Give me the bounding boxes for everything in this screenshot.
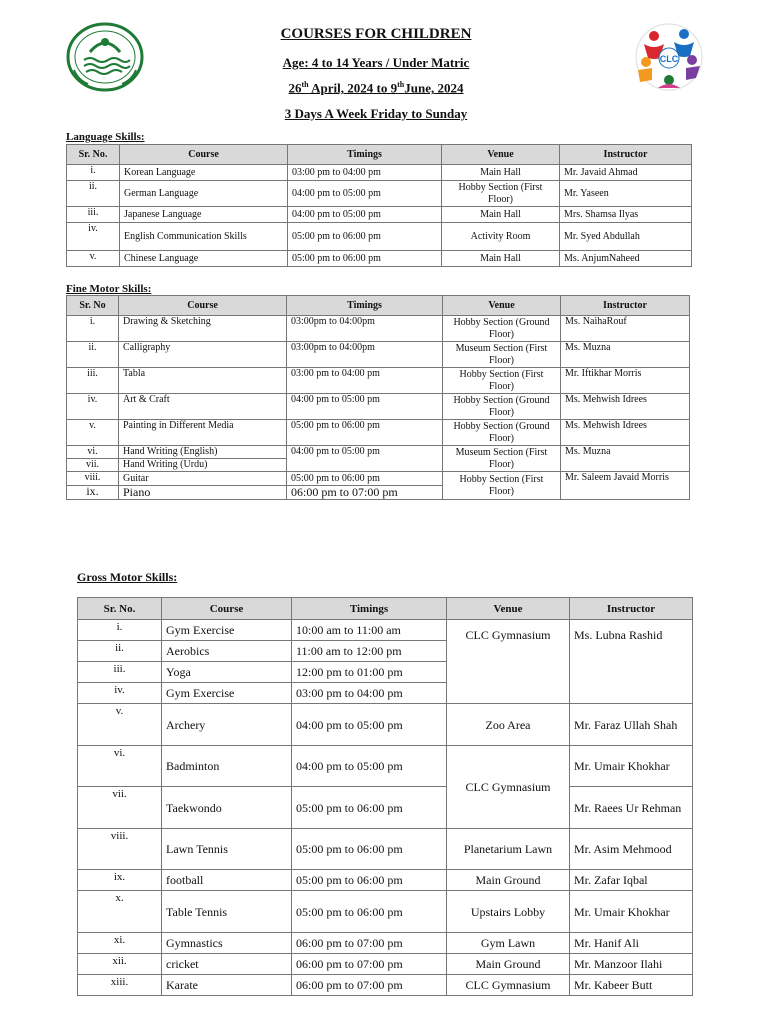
table-row [67, 342, 690, 368]
sr-no: vi. [78, 746, 162, 787]
fine-motor-skills-table [66, 295, 690, 500]
timing-cell: 06:00 pm to 07:00 pm [287, 486, 443, 500]
venue-cell: Main Hall [442, 207, 560, 223]
venue-cell: Main Ground [447, 954, 570, 975]
timing-cell: 05:00 pm to 06:00 pm [288, 251, 442, 267]
timing-cell: 05:00 pm to 06:00 pm [292, 829, 447, 870]
course-cell: Tabla [119, 368, 287, 394]
course-cell: Gym Exercise [162, 683, 292, 704]
table-row [67, 165, 692, 181]
timing-cell: 03:00pm to 04:00pm [287, 342, 443, 368]
col-venue: Venue [442, 145, 560, 165]
sr-no: ix. [78, 870, 162, 891]
instructor-cell: Mr. Kabeer Butt [570, 975, 693, 996]
table-row [67, 368, 690, 394]
course-cell: Chinese Language [120, 251, 288, 267]
venue-cell: Hobby Section (Ground Floor) [443, 420, 561, 446]
col-venue: Venue [443, 296, 561, 316]
sr-no: xii. [78, 954, 162, 975]
table-header-row [67, 296, 690, 316]
venue-cell: Main Hall [442, 165, 560, 181]
schedule-line: 3 Days A Week Friday to Sunday [284, 106, 468, 121]
venue-cell: Hobby Section (First Floor) [442, 181, 560, 207]
course-cell: Guitar [119, 472, 287, 486]
instructor-cell: Mr. Javaid Ahmad [560, 165, 692, 181]
sr-no: iii. [67, 207, 120, 223]
course-cell: Drawing & Sketching [119, 316, 287, 342]
col-instructor: Instructor [561, 296, 690, 316]
timing-cell: 05:00 pm to 06:00 pm [292, 787, 447, 829]
course-cell: Korean Language [120, 165, 288, 181]
table-row [67, 446, 690, 459]
timing-cell: 05:00 pm to 06:00 pm [292, 870, 447, 891]
timing-cell: 03:00 pm to 04:00 pm [288, 165, 442, 181]
venue-cell: CLC Gymnasium [447, 975, 570, 996]
sr-no: iii. [67, 368, 119, 394]
course-cell: Karate [162, 975, 292, 996]
instructor-cell: Ms. AnjumNaheed [560, 251, 692, 267]
table-row [78, 829, 693, 870]
timing-cell: 05:00 pm to 06:00 pm [287, 420, 443, 446]
table-row [78, 870, 693, 891]
instructor-cell: Ms. Mehwish Idrees [561, 420, 690, 446]
col-venue: Venue [447, 598, 570, 620]
timing-cell: 04:00 pm to 05:00 pm [287, 446, 443, 472]
sr-no: ii. [67, 181, 120, 207]
course-cell: Japanese Language [120, 207, 288, 223]
instructor-cell: Ms. NaihaRouf [561, 316, 690, 342]
language-skills-table [66, 144, 692, 267]
venue-cell: CLC Gymnasium [447, 746, 570, 829]
timing-cell: 04:00 pm to 05:00 pm [288, 207, 442, 223]
table-row [78, 787, 693, 829]
fine-motor-skills-title: Fine Motor Skills: [66, 283, 152, 295]
col-instructor: Instructor [570, 598, 693, 620]
course-cell: Painting in Different Media [119, 420, 287, 446]
table-header-row [78, 598, 693, 620]
venue-cell: Main Hall [442, 251, 560, 267]
venue-cell: Planetarium Lawn [447, 829, 570, 870]
sr-no: viii. [78, 829, 162, 870]
venue-cell: Museum Section (First Floor) [443, 446, 561, 472]
venue-cell: Main Ground [447, 870, 570, 891]
sr-no: xi. [78, 933, 162, 954]
sr-no: viii. [67, 472, 119, 486]
col-timings: Timings [288, 145, 442, 165]
course-cell: Taekwondo [162, 787, 292, 829]
table-row [67, 181, 692, 207]
timing-cell: 05:00 pm to 06:00 pm [292, 891, 447, 933]
col-sr: Sr. No. [78, 598, 162, 620]
table-row [78, 704, 693, 746]
timing-cell: 04:00 pm to 05:00 pm [287, 394, 443, 420]
course-cell: Art & Craft [119, 394, 287, 420]
venue-cell: Hobby Section (First Floor) [443, 368, 561, 394]
timing-cell: 05:00 pm to 06:00 pm [287, 472, 443, 486]
sr-no: v. [78, 704, 162, 746]
sr-no: vi. [67, 446, 119, 459]
sr-no: iv. [67, 223, 120, 251]
venue-cell: Hobby Section (Ground Floor) [443, 394, 561, 420]
instructor-cell: Ms. Muzna [561, 342, 690, 368]
instructor-cell: Ms. Mehwish Idrees [561, 394, 690, 420]
venue-cell: Upstairs Lobby [447, 891, 570, 933]
course-cell: football [162, 870, 292, 891]
course-cell: Yoga [162, 662, 292, 683]
timing-cell: 11:00 am to 12:00 pm [292, 641, 447, 662]
col-course: Course [162, 598, 292, 620]
sr-no: v. [67, 420, 119, 446]
table-header-row [67, 145, 692, 165]
instructor-cell: Mr. Zafar Iqbal [570, 870, 693, 891]
table-row [78, 933, 693, 954]
course-cell: Hand Writing (Urdu) [119, 459, 287, 472]
timing-cell: 06:00 pm to 07:00 pm [292, 975, 447, 996]
sr-no: iii. [78, 662, 162, 683]
sr-no: ix. [67, 486, 119, 500]
table-row [78, 891, 693, 933]
venue-cell: Activity Room [442, 223, 560, 251]
date-range: 26th April, 2024 to 9thJune, 2024 [288, 80, 464, 96]
instructor-cell: Ms. Lubna Rashid [570, 620, 693, 704]
instructor-cell: Mr. Umair Khokhar [570, 746, 693, 787]
instructor-cell: Mr. Faraz Ullah Shah [570, 704, 693, 746]
course-cell: Gymnastics [162, 933, 292, 954]
col-course: Course [119, 296, 287, 316]
sr-no: vii. [67, 459, 119, 472]
course-cell: Archery [162, 704, 292, 746]
venue-cell: Museum Section (First Floor) [443, 342, 561, 368]
venue-cell: Hobby Section (Ground Floor) [443, 316, 561, 342]
table-row [67, 223, 692, 251]
sr-no: xiii. [78, 975, 162, 996]
table-row [78, 746, 693, 787]
course-cell: cricket [162, 954, 292, 975]
instructor-cell: Ms. Muzna [561, 446, 690, 472]
course-cell: Piano [119, 486, 287, 500]
course-cell: Aerobics [162, 641, 292, 662]
sr-no: iv. [78, 683, 162, 704]
table-row [67, 316, 690, 342]
sr-no: vii. [78, 787, 162, 829]
course-cell: English Communication Skills [120, 223, 288, 251]
course-cell: German Language [120, 181, 288, 207]
venue-cell: Hobby Section (First Floor) [443, 472, 561, 500]
age-line: Age: 4 to 14 Years / Under Matric [282, 55, 470, 70]
svg-text:CLC: CLC [659, 54, 679, 64]
table-row [67, 207, 692, 223]
sr-no: x. [78, 891, 162, 933]
col-instructor: Instructor [560, 145, 692, 165]
col-sr: Sr. No [67, 296, 119, 316]
table-row [67, 394, 690, 420]
timing-cell: 03:00 pm to 04:00 pm [287, 368, 443, 394]
gross-motor-skills-table [77, 597, 693, 996]
table-row [78, 975, 693, 996]
timing-cell: 06:00 pm to 07:00 pm [292, 933, 447, 954]
timing-cell: 03:00 pm to 04:00 pm [292, 683, 447, 704]
col-course: Course [120, 145, 288, 165]
table-row [67, 251, 692, 267]
course-cell: Table Tennis [162, 891, 292, 933]
instructor-cell: Mr. Umair Khokhar [570, 891, 693, 933]
table-row [78, 620, 693, 641]
timing-cell: 04:00 pm to 05:00 pm [292, 704, 447, 746]
venue-cell: CLC Gymnasium [447, 620, 570, 704]
venue-cell: Zoo Area [447, 704, 570, 746]
table-row [67, 472, 690, 486]
timing-cell: 03:00pm to 04:00pm [287, 316, 443, 342]
sr-no: i. [67, 165, 120, 181]
sr-no: v. [67, 251, 120, 267]
language-skills-title: Language Skills: [66, 131, 145, 143]
timing-cell: 10:00 am to 11:00 am [292, 620, 447, 641]
sr-no: iv. [67, 394, 119, 420]
instructor-cell: Mr. Yaseen [560, 181, 692, 207]
instructor-cell: Mr. Manzoor Ilahi [570, 954, 693, 975]
timing-cell: 05:00 pm to 06:00 pm [288, 223, 442, 251]
sr-no: ii. [78, 641, 162, 662]
col-sr: Sr. No. [67, 145, 120, 165]
document-title: COURSES FOR CHILDREN [280, 26, 472, 42]
sr-no: ii. [67, 342, 119, 368]
instructor-cell: Mr. Raees Ur Rehman [570, 787, 693, 829]
timing-cell: 06:00 pm to 07:00 pm [292, 954, 447, 975]
sr-no: i. [67, 316, 119, 342]
instructor-cell: Mr. Syed Abdullah [560, 223, 692, 251]
timing-cell: 04:00 pm to 05:00 pm [292, 746, 447, 787]
course-cell: Calligraphy [119, 342, 287, 368]
instructor-cell: Mr. Saleem Javaid Morris [561, 472, 690, 500]
gross-motor-skills-title: Gross Motor Skills: [77, 570, 178, 584]
table-row [78, 954, 693, 975]
timing-cell: 04:00 pm to 05:00 pm [288, 181, 442, 207]
instructor-cell: Mr. Hanif Ali [570, 933, 693, 954]
course-cell: Badminton [162, 746, 292, 787]
course-cell: Lawn Tennis [162, 829, 292, 870]
venue-cell: Gym Lawn [447, 933, 570, 954]
course-cell: Gym Exercise [162, 620, 292, 641]
instructor-cell: Mrs. Shamsa Ilyas [560, 207, 692, 223]
instructor-cell: Mr. Asim Mehmood [570, 829, 693, 870]
col-timings: Timings [292, 598, 447, 620]
sr-no: i. [78, 620, 162, 641]
col-timings: Timings [287, 296, 443, 316]
instructor-cell: Mr. Iftikhar Morris [561, 368, 690, 394]
table-row [67, 420, 690, 446]
timing-cell: 12:00 pm to 01:00 pm [292, 662, 447, 683]
course-cell: Hand Writing (English) [119, 446, 287, 459]
